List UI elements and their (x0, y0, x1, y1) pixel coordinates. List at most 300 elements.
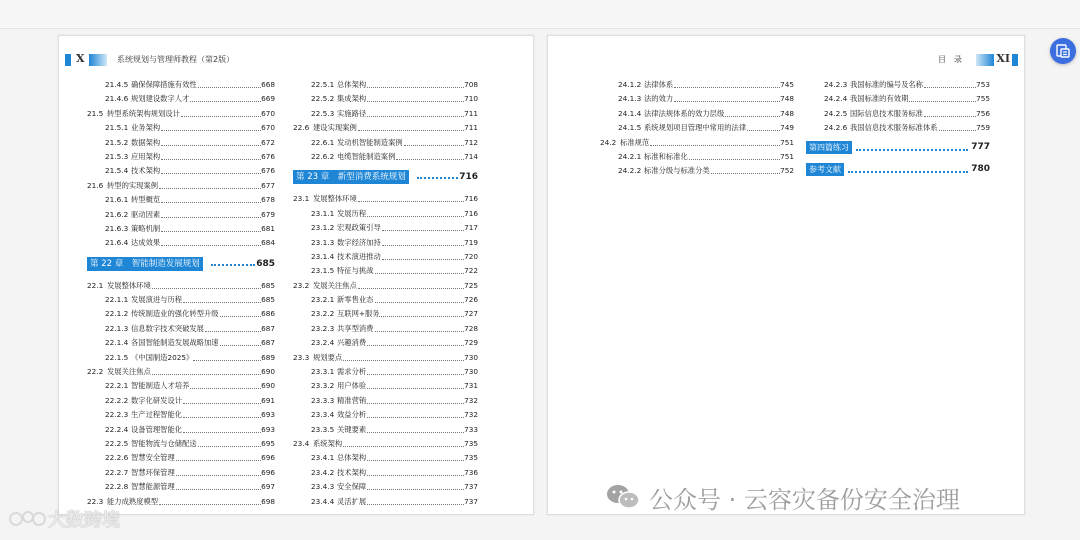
toc-entry-number: 22.2.8 (105, 482, 129, 492)
toc-entry-page: 672 (261, 137, 275, 147)
dot-leader (725, 107, 780, 117)
toc-entry[interactable] (87, 236, 275, 250)
header-title: 系统规划与管理师教程（第2版） (117, 55, 235, 64)
toc-entry[interactable] (293, 423, 478, 437)
dot-leader (939, 121, 976, 131)
toc-entry-page: 695 (261, 438, 275, 448)
dot-leader (856, 146, 968, 151)
dot-leader (198, 78, 261, 88)
toc-entry-number: 21.4.5 (105, 80, 129, 89)
toc-entry-number: 23.3 (293, 352, 310, 362)
toc-entry-page: 676 (261, 151, 275, 161)
toc-entry-title: 驱动因素 (131, 209, 161, 219)
toc-entry-title: 灵活扩展 (337, 496, 367, 506)
page-number: X (76, 52, 85, 65)
dot-leader (358, 121, 464, 131)
dot-leader (848, 168, 968, 173)
toc-entry-title: 用户体验 (337, 381, 367, 391)
toc-entry-number: 21.5.1 (105, 123, 129, 133)
toc-entry-number: 22.1 (87, 280, 104, 290)
toc-entry-title: 法的效力 (644, 94, 674, 104)
toc-entry-number: 21.6 (87, 180, 104, 190)
toc-entry-number: 22.1.1 (105, 295, 129, 305)
toc-entry[interactable] (293, 451, 478, 465)
toc-entry[interactable] (87, 179, 275, 193)
toc-entry[interactable] (87, 379, 275, 393)
toc-entry[interactable] (87, 222, 275, 236)
toc-entry[interactable] (87, 121, 275, 135)
toc-entry-title: 精准营销 (337, 395, 367, 405)
toc-entry[interactable] (87, 322, 275, 336)
toc-entry-page: 755 (976, 94, 990, 104)
toc-entry-number: 23.2.4 (311, 338, 335, 348)
dot-leader (711, 164, 780, 174)
toc-entry[interactable] (806, 92, 990, 106)
dot-leader (382, 221, 464, 231)
toc-entry[interactable] (87, 365, 275, 379)
toc-entry-title: 智能物流与仓储配送 (131, 438, 197, 448)
toc-page-left (58, 35, 534, 515)
toc-entry[interactable] (806, 78, 990, 92)
toc-entry-number: 22.2 (87, 367, 104, 377)
toc-entry-page: 730 (464, 352, 478, 362)
toc-entry-page: 693 (261, 424, 275, 434)
toc-entry-title: 我国标准的有效期 (850, 94, 909, 104)
toc-entry-page: 714 (464, 151, 478, 161)
toc-entry[interactable] (87, 480, 275, 494)
watermark-text: 大数跨境 (48, 510, 120, 531)
toc-entry-title: 能力成熟度模型 (107, 496, 159, 506)
toc-entry-title: 总体架构 (337, 453, 367, 463)
toc-entry[interactable] (293, 293, 478, 307)
dot-leader (198, 437, 261, 447)
dot-leader (181, 107, 261, 117)
dot-leader (161, 236, 261, 246)
toc-entry-title: 系统架构 (313, 438, 343, 448)
dot-leader (367, 408, 464, 418)
toc-entry-number: 24.1.3 (618, 94, 642, 104)
dot-leader (183, 293, 261, 303)
toc-entry-number: 22.2.1 (105, 381, 129, 391)
dot-leader (176, 451, 261, 461)
toc-entry-title: 系统规划项目管理中常用的法律 (644, 123, 747, 133)
special-section-page: 777 (971, 141, 990, 152)
toc-entry-page: 690 (261, 367, 275, 377)
toc-entry-title: 我国标准的编号及名称 (850, 80, 923, 89)
chapter-heading[interactable] (293, 166, 478, 188)
toc-entry-title: 效益分析 (337, 410, 367, 420)
dot-leader (375, 293, 465, 303)
toc-entry[interactable] (600, 150, 794, 164)
toc-entry[interactable] (87, 92, 275, 106)
toc-entry-number: 23.4.3 (311, 482, 335, 492)
dot-leader (379, 307, 464, 317)
toc-entry-title: 技术架构 (337, 467, 367, 477)
toc-entry-page: 712 (464, 137, 478, 147)
toc-entry[interactable] (293, 379, 478, 393)
toc-entry-number: 23.1.3 (311, 237, 335, 247)
toc-entry-number: 21.6.3 (105, 223, 129, 233)
toc-entry[interactable] (293, 351, 478, 365)
toc-entry-page: 728 (464, 323, 478, 333)
viewer-toolbar (0, 0, 1080, 29)
toc-entry-title: 业务架构 (131, 123, 161, 133)
toc-entry-title: 共享型消费 (337, 323, 374, 333)
dot-leader (190, 92, 261, 102)
toc-entry-number: 21.5.3 (105, 151, 129, 161)
toc-entry-number: 24.1.5 (618, 123, 642, 133)
special-section-page: 780 (971, 163, 990, 174)
dot-leader (367, 451, 464, 461)
toc-entry[interactable] (87, 78, 275, 92)
toc-entry-title: 设备管理智能化 (131, 424, 183, 434)
dot-leader (358, 279, 464, 289)
dot-leader (205, 322, 261, 332)
toc-entry-number: 23.1.1 (311, 208, 335, 218)
dot-leader (375, 264, 465, 274)
toc-entry-title: 确保保障措施有效性 (131, 80, 197, 89)
dot-leader (689, 150, 780, 160)
dot-leader (161, 193, 261, 203)
toc-entry-page: 726 (464, 295, 478, 305)
toc-entry-number: 22.5.2 (311, 94, 335, 104)
dot-leader (190, 379, 261, 389)
toc-entry-page: 708 (464, 80, 478, 89)
toc-entry-title: 建设实现案例 (313, 123, 357, 133)
toc-entry-number: 22.6 (293, 123, 310, 133)
toc-entry[interactable] (293, 307, 478, 321)
toc-entry-number: 24.2.2 (618, 166, 642, 176)
chapter-heading[interactable] (87, 253, 275, 275)
toc-entry-page: 748 (780, 108, 794, 118)
toc-entry-title: 发展整体环境 (107, 280, 151, 290)
toc-column-1 (87, 78, 275, 509)
toc-entry-number: 23.3.1 (311, 367, 335, 377)
toc-entry[interactable] (600, 78, 794, 92)
toc-entry-title: 互联网+服务 (337, 309, 380, 319)
toc-entry-page: 696 (261, 453, 275, 463)
toc-entry-number: 22.2.7 (105, 467, 129, 477)
toc-entry-title: 智慧安全管理 (131, 453, 175, 463)
toc-entry-page: 685 (261, 295, 275, 305)
dot-leader (909, 92, 976, 102)
toc-entry-title: 安全保障 (337, 482, 367, 492)
toc-entry[interactable] (293, 107, 478, 121)
toc-entry-page: 686 (261, 309, 275, 319)
toc-entry-page: 749 (780, 123, 794, 133)
toc-entry-title: 智能制造人才培养 (131, 381, 190, 391)
toc-entry[interactable] (600, 136, 794, 150)
special-section-entry[interactable] (806, 138, 990, 158)
toc-entry-page: 727 (464, 309, 478, 319)
toc-entry-title: 发展关注焦点 (107, 367, 151, 377)
toc-entry-page: 697 (261, 482, 275, 492)
header-accent-bar (65, 54, 71, 66)
toc-entry-title: 集成架构 (337, 94, 367, 104)
wechat-icon (605, 483, 641, 511)
dot-leader (161, 164, 261, 174)
toc-entry[interactable] (806, 107, 990, 121)
toc-entry-title: 信息数字技术突破发展 (131, 323, 204, 333)
dot-leader (161, 136, 261, 146)
toc-entry-title: 宏观政策引导 (337, 223, 381, 233)
toc-entry-page: 748 (780, 94, 794, 104)
toc-entry[interactable] (87, 423, 275, 437)
dot-leader (367, 379, 464, 389)
toc-entry-number: 22.3 (87, 496, 104, 506)
toc-entry[interactable] (293, 394, 478, 408)
dot-leader (367, 107, 464, 117)
toc-entry[interactable] (600, 92, 794, 106)
toc-entry-title: 新零售业态 (337, 295, 374, 305)
dot-leader (161, 150, 261, 160)
special-section-entry[interactable] (806, 160, 990, 180)
toc-entry-page: 751 (780, 137, 794, 147)
dot-leader (382, 250, 464, 260)
toc-entry[interactable] (87, 293, 275, 307)
toc-entry[interactable] (293, 480, 478, 494)
toc-entry-page: 678 (261, 195, 275, 205)
toc-entry[interactable] (87, 437, 275, 451)
toc-entry-number: 23.1.5 (311, 266, 335, 276)
toc-entry-title: 总体架构 (337, 80, 367, 89)
toc-entry-page: 752 (780, 166, 794, 176)
toc-entry-number: 23.3.3 (311, 395, 335, 405)
toc-entry-number: 24.1.4 (618, 108, 642, 118)
dot-leader (161, 121, 261, 131)
dot-leader (375, 322, 465, 332)
toc-entry[interactable] (293, 437, 478, 451)
toc-entry-page: 753 (976, 80, 990, 89)
toc-entry-title: 数字化研发设计 (131, 395, 183, 405)
toc-entry[interactable] (293, 322, 478, 336)
toc-entry[interactable] (87, 336, 275, 350)
toc-entry-page: 689 (261, 352, 275, 362)
dot-leader (367, 466, 464, 476)
toc-entry-number: 21.5 (87, 108, 104, 118)
toc-column-2 (293, 78, 478, 509)
dot-leader (674, 78, 780, 88)
toc-entry[interactable] (87, 351, 275, 365)
toc-entry[interactable] (87, 394, 275, 408)
dot-leader (747, 121, 780, 131)
brand-logo-icon (8, 509, 48, 529)
toc-entry-title: 数据架构 (131, 137, 161, 147)
toc-entry-title: 策略机制 (131, 223, 161, 233)
page-number: XI (996, 52, 1010, 65)
toc-entry[interactable] (293, 78, 478, 92)
dot-leader (367, 394, 464, 404)
dot-leader (367, 336, 464, 346)
dot-leader (152, 279, 261, 289)
toc-entry-number: 23.1 (293, 194, 310, 204)
toc-entry-number: 22.2.2 (105, 395, 129, 405)
toc-entry[interactable] (87, 279, 275, 293)
toc-entry-number: 22.1.5 (105, 352, 129, 362)
dot-leader (183, 423, 261, 433)
toc-entry-page: 711 (464, 108, 478, 118)
toc-entry-page: 690 (261, 381, 275, 391)
toc-entry-number: 22.2.6 (105, 453, 129, 463)
dot-leader (343, 351, 464, 361)
toc-entry-page: 684 (261, 238, 275, 248)
watermark-text: 公众号 · 云容灾备份安全治理 (649, 485, 960, 514)
toc-entry-page: 735 (464, 438, 478, 448)
toc-entry[interactable] (600, 121, 794, 135)
toc-entry-number: 23.2 (293, 280, 310, 290)
dot-leader (220, 336, 261, 346)
toc-entry[interactable] (293, 92, 478, 106)
dot-leader (924, 107, 976, 117)
dot-leader (159, 495, 261, 505)
toc-entry-title: 生产过程智能化 (131, 410, 183, 420)
toc-column-1 (600, 78, 794, 179)
toc-entry-page: 716 (464, 208, 478, 218)
dot-leader (159, 179, 261, 189)
toc-entry-page: 696 (261, 467, 275, 477)
toc-entry[interactable] (293, 236, 478, 250)
toc-entry[interactable] (293, 207, 478, 221)
toc-entry-title: 发展整体环境 (313, 194, 357, 204)
toc-entry-title: 实施路径 (337, 108, 367, 118)
toc-entry-number: 23.2.1 (311, 295, 335, 305)
toc-entry-number: 23.1.4 (311, 251, 335, 261)
toc-entry[interactable] (293, 466, 478, 480)
toc-entry[interactable] (293, 121, 478, 135)
toc-entry[interactable] (600, 164, 794, 178)
toc-entry-number: 22.2.4 (105, 424, 129, 434)
toc-entry[interactable] (293, 279, 478, 293)
toc-entry[interactable] (293, 365, 478, 379)
toc-entry-number: 21.5.4 (105, 166, 129, 176)
toc-entry-page: 731 (464, 381, 478, 391)
toc-entry[interactable] (600, 107, 794, 121)
toc-entry[interactable] (87, 208, 275, 222)
toc-entry[interactable] (87, 466, 275, 480)
toc-entry-page: 670 (261, 123, 275, 133)
toc-entry-page: 729 (464, 338, 478, 348)
toc-entry-title: 兴趣消费 (337, 338, 367, 348)
toc-entry-number: 22.6.2 (311, 151, 335, 161)
toc-entry-title: 我国信息技术服务标准体系 (850, 123, 938, 133)
toc-entry-page: 717 (464, 223, 478, 233)
toc-entry-page: 732 (464, 395, 478, 405)
toc-entry-number: 22.1.4 (105, 338, 129, 348)
toc-entry-page: 677 (261, 180, 275, 190)
toc-page-right (547, 35, 1025, 515)
dot-leader (343, 437, 464, 447)
toc-entry-page: 745 (780, 80, 794, 89)
toc-entry[interactable] (87, 164, 275, 178)
toc-entry-page: 737 (464, 496, 478, 506)
toc-entry[interactable] (87, 307, 275, 321)
toc-entry-number: 24.1.2 (618, 80, 642, 89)
toc-entry-number: 22.6.1 (311, 137, 335, 147)
toc-entry[interactable] (293, 264, 478, 278)
toc-entry-page: 691 (261, 395, 275, 405)
toc-entry-page: 693 (261, 410, 275, 420)
toc-entry-title: 智慧能源管理 (131, 482, 175, 492)
chapter-page: 685 (256, 258, 275, 269)
toc-entry-number: 22.1.2 (105, 309, 129, 319)
toc-entry[interactable] (293, 336, 478, 350)
dot-leader (220, 307, 261, 317)
toc-entry[interactable] (293, 150, 478, 164)
toc-entry-title: 标准分级与标准分类 (644, 166, 710, 176)
dot-leader (183, 408, 261, 418)
translate-fab-button[interactable] (1050, 38, 1076, 64)
dot-leader (367, 365, 464, 375)
toc-entry[interactable] (293, 192, 478, 206)
dot-leader (358, 192, 464, 202)
dot-leader (176, 466, 261, 476)
toc-entry-page: 681 (261, 223, 275, 233)
toc-entry[interactable] (293, 408, 478, 422)
toc-entry-page: 687 (261, 323, 275, 333)
toc-entry-number: 21.6.4 (105, 238, 129, 248)
toc-entry-number: 23.1.2 (311, 223, 335, 233)
toc-entry-title: 标准和标准化 (644, 151, 688, 161)
toc-entry-number: 23.4.4 (311, 496, 335, 506)
toc-entry-title: 发展历程 (337, 208, 367, 218)
toc-entry[interactable] (293, 250, 478, 264)
toc-entry-title: 达成效果 (131, 238, 161, 248)
header-gradient (89, 54, 107, 66)
toc-entry-title: 应用架构 (131, 151, 161, 161)
toc-entry[interactable] (293, 221, 478, 235)
toc-entry[interactable] (293, 136, 478, 150)
toc-entry-page: 720 (464, 251, 478, 261)
dot-leader (152, 365, 261, 375)
toc-entry-number: 23.3.4 (311, 410, 335, 420)
toc-entry-title: 需求分析 (337, 367, 367, 377)
toc-entry-title: 国际信息技术服务标准 (850, 108, 923, 118)
toc-entry[interactable] (293, 495, 478, 509)
toc-entry-title: 发展关注焦点 (313, 280, 357, 290)
chapter-page: 716 (459, 172, 478, 183)
toc-entry-number: 24.2.4 (824, 94, 848, 104)
dot-leader (674, 92, 780, 102)
dot-leader (404, 136, 464, 146)
toc-entry[interactable] (87, 193, 275, 207)
toc-entry-number: 24.2.6 (824, 123, 848, 133)
toc-entry[interactable] (87, 150, 275, 164)
toc-entry-number: 21.6.2 (105, 209, 129, 219)
toc-entry-number: 22.2.5 (105, 438, 129, 448)
dot-leader (367, 78, 464, 88)
dot-leader (382, 236, 464, 246)
document-icon (1056, 44, 1070, 58)
toc-entry[interactable] (806, 121, 990, 135)
toc-entry[interactable] (87, 107, 275, 121)
toc-entry-title: 发展演进与历程 (131, 295, 183, 305)
toc-entry-number: 23.4.1 (311, 453, 335, 463)
toc-entry-page: 668 (261, 80, 275, 89)
toc-entry[interactable] (87, 408, 275, 422)
toc-entry-page: 669 (261, 94, 275, 104)
toc-entry-page: 716 (464, 194, 478, 204)
toc-entry[interactable] (87, 451, 275, 465)
toc-entry[interactable] (87, 136, 275, 150)
dot-leader (176, 480, 261, 490)
toc-entry-number: 23.4.2 (311, 467, 335, 477)
toc-entry-title: 技术演进推动 (337, 251, 381, 261)
page-header (548, 52, 1024, 68)
dot-leader (367, 480, 464, 490)
toc-entry-title: 关键要素 (337, 424, 367, 434)
toc-entry-page: 719 (464, 237, 478, 247)
toc-entry-title: 电缆智能制造案例 (337, 151, 396, 161)
